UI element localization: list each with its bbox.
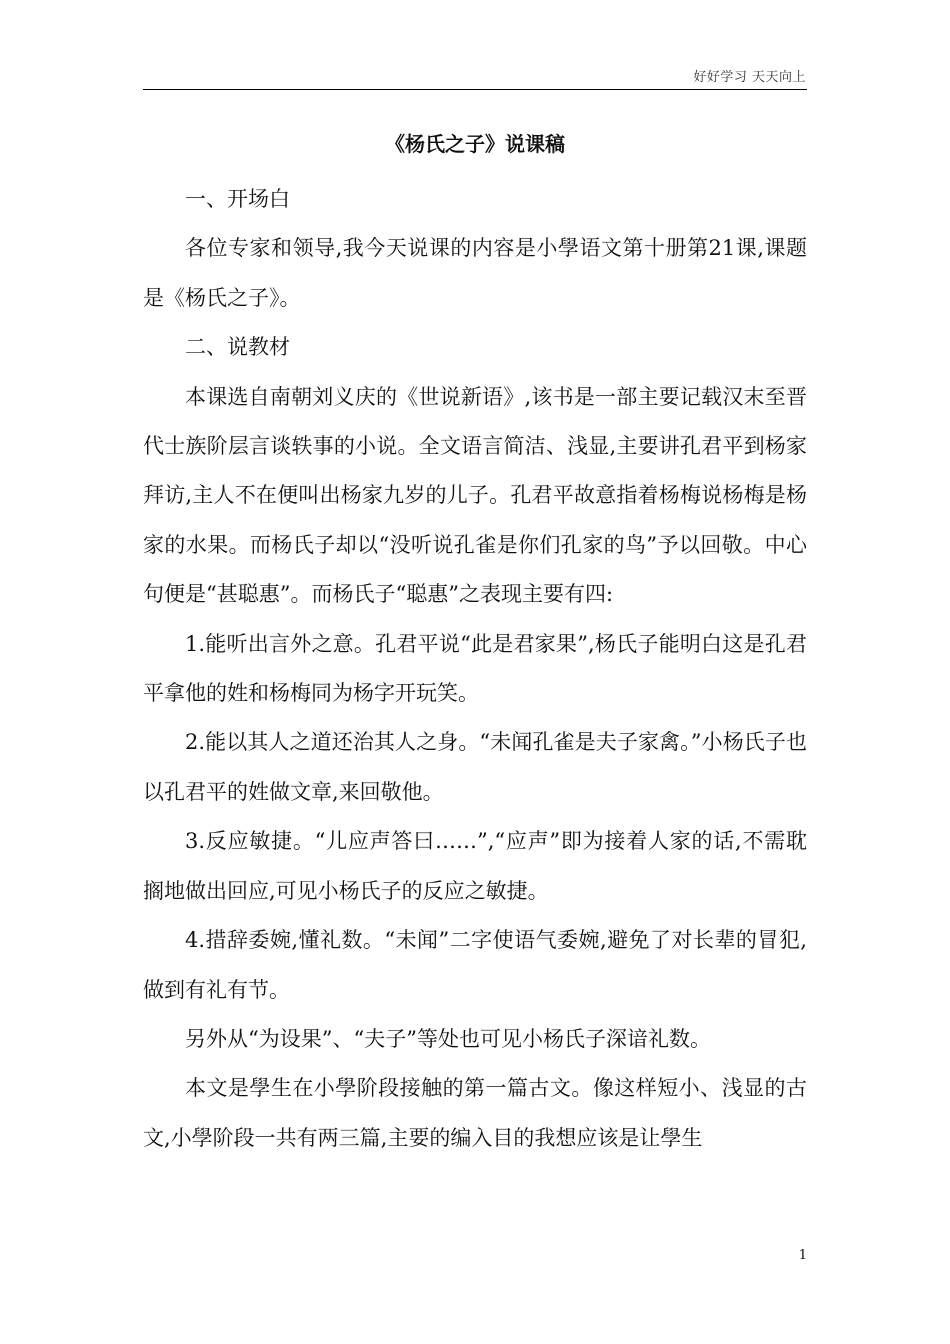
list-item-point-1: 1.能听出言外之意。孔君平说“此是君家果”,杨氏子能明白这是孔君平拿他的姓和杨梅同为杨字开玩笑。 [143, 631, 807, 706]
document-body [143, 175, 807, 1163]
paragraph-intro: 各位专家和领导,我今天说课的内容是小學语文第十册第21课,课题是《杨氏之子》。 [143, 236, 807, 310]
page-header-text: 好好学习 天天向上 [693, 70, 806, 85]
list-item-point-3: 3.反应敏捷。“儿应声答曰……”,“应声”即为接着人家的话,不需耽搁地做出回应,可见小杨氏子的反应之敏捷。 [143, 829, 807, 903]
list-item-point-2: 2.能以其人之道还治其人之身。“未闻孔雀是夫子家禽。”小杨氏子也以孔君平的姓做文章,来回敬他。 [143, 730, 807, 804]
header-divider [143, 89, 807, 90]
page-number: 1 [798, 1248, 807, 1263]
list-item-point-4: 4.措辞委婉,懂礼数。“未闻”二字使语气委婉,避免了对长辈的冒犯,做到有礼有节。 [143, 928, 807, 1002]
paragraph-textbook-overview: 本课选自南朝刘义庆的《世说新语》,该书是一部主要记载汉末至晋代士族阶层言谈轶事的小说。全文语言简洁、浅显,主要讲孔君平到杨家拜访,主人不在便叫出杨家九岁的儿子。孔君平故意指着杨梅说杨梅是杨家的水果。而杨氏子却以“没听说孔雀是你们孔家的鸟”予以回敬。中心句便是“甚聪惠”。而杨氏子“聪惠”之表现主要有四: [143, 384, 807, 607]
paragraph-additional: 另外从“为设果”、“夫子”等处也可见小杨氏子深谙礼数。 [185, 1026, 711, 1051]
document-title: 《杨氏之子》说课稿 [385, 132, 565, 156]
paragraph-classical-text: 本文是學生在小學阶段接触的第一篇古文。像这样短小、浅显的古文,小學阶段一共有两三篇,主要的编入目的我想应该是让學生 [143, 1076, 807, 1150]
section-heading-opening: 一、开场白 [185, 187, 290, 211]
section-heading-textbook: 二、说教材 [185, 335, 290, 360]
